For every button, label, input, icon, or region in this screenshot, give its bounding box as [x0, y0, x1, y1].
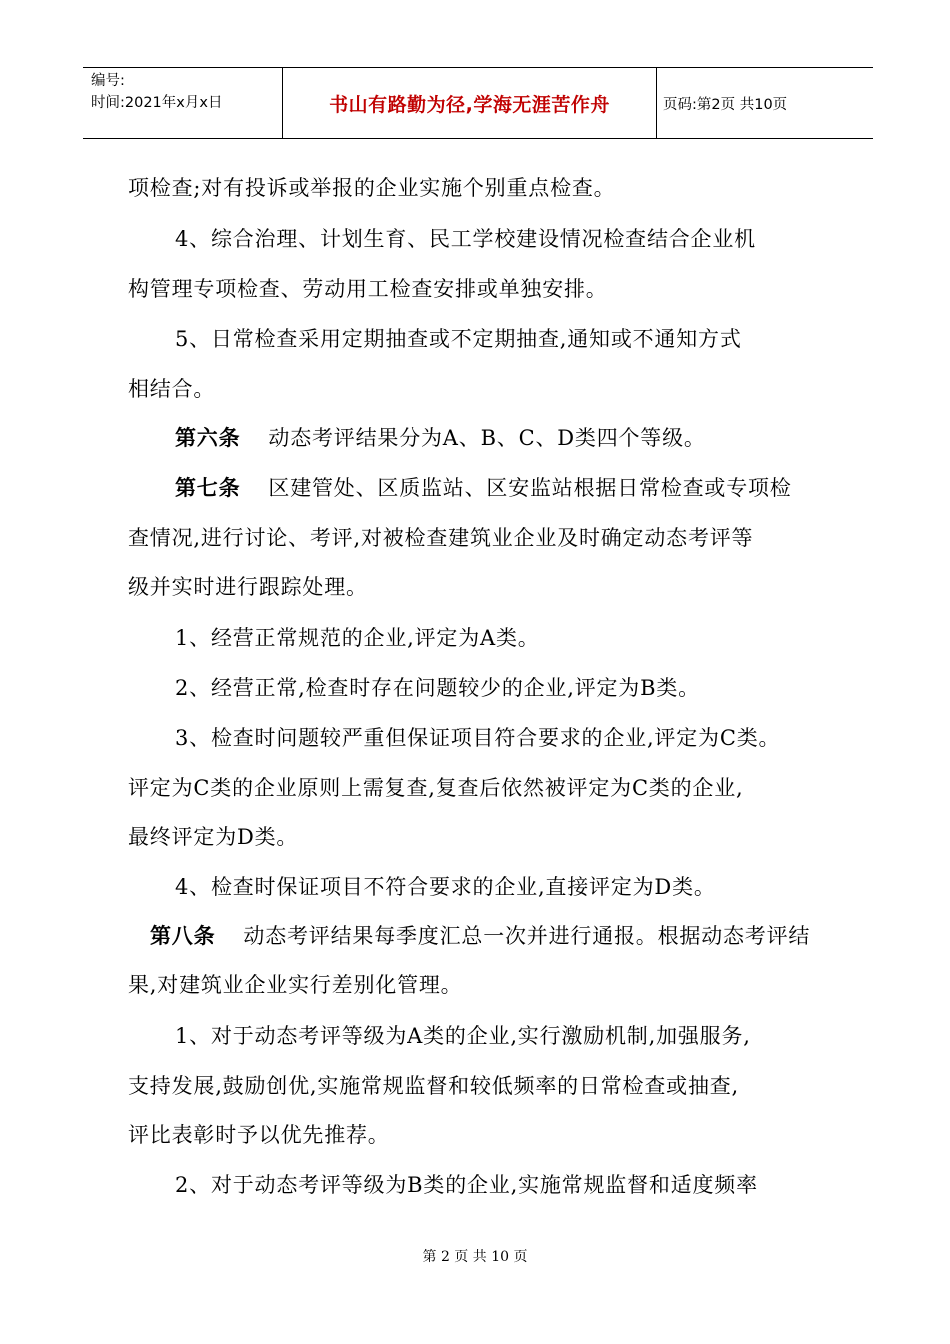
body-line: 评比表彰时予以优先推荐。 — [128, 1123, 390, 1147]
header-motto: 书山有路勤为径,学海无涯苦作舟 — [283, 68, 657, 138]
body-line: 构管理专项检查、劳动用工检查安排或单独安排。 — [128, 277, 608, 301]
body-line: 果,对建筑业企业实行差别化管理。 — [128, 973, 463, 997]
body-line: 支持发展,鼓励创优,实施常规监督和较低频率的日常检查或抽查, — [128, 1074, 740, 1098]
doc-number-label: 编号: — [91, 73, 125, 89]
header-info — [83, 68, 283, 138]
article-text: 动态考评结果每季度汇总一次并进行通报。根据动态考评结 — [243, 924, 811, 948]
article-title: 第六条 — [175, 426, 241, 450]
body-line: 1、经营正常规范的企业,评定为A类。 — [175, 626, 540, 650]
body-line: 查情况,进行讨论、考评,对被检查建筑业企业及时确定动态考评等 — [128, 526, 754, 550]
body-line: 1、对于动态考评等级为A类的企业,实行激励机制,加强服务, — [175, 1024, 751, 1048]
body-line: 3、检查时问题较严重但保证项目符合要求的企业,评定为C类。 — [175, 726, 781, 750]
body-line: 5、日常检查采用定期抽查或不定期抽查,通知或不通知方式 — [175, 327, 742, 351]
body-line: 4、检查时保证项目不符合要求的企业,直接评定为D类。 — [175, 875, 716, 899]
body-line: 级并实时进行跟踪处理。 — [128, 575, 368, 599]
page-footer: 第 2 页 共 10 页 — [422, 1249, 528, 1265]
doc-time-label: 时间:2021年x月x日 — [91, 95, 223, 111]
body-line: 2、经营正常,检查时存在问题较少的企业,评定为B类。 — [175, 676, 700, 700]
body-line: 评定为C类的企业原则上需复查,复查后依然被评定为C类的企业, — [128, 776, 744, 800]
header-page-label: 页码:第2页 共10页 — [663, 96, 788, 113]
article-8 — [150, 920, 810, 950]
body-line: 项检查;对有投诉或举报的企业实施个别重点检查。 — [128, 176, 616, 200]
body-line: 相结合。 — [128, 377, 216, 401]
article-text: 动态考评结果分为A、B、C、D类四个等级。 — [268, 426, 706, 450]
page-header — [83, 67, 873, 139]
body-line: 最终评定为D类。 — [128, 825, 299, 849]
article-text: 区建管处、区质监站、区安监站根据日常检查或专项检 — [268, 476, 792, 500]
article-title: 第七条 — [175, 476, 241, 500]
article-title: 第八条 — [150, 924, 216, 948]
body-line: 4、综合治理、计划生育、民工学校建设情况检查结合企业机 — [175, 227, 756, 251]
article-7 — [175, 472, 792, 502]
article-6 — [175, 422, 706, 452]
body-line: 2、对于动态考评等级为B类的企业,实施常规监督和适度频率 — [175, 1173, 758, 1197]
